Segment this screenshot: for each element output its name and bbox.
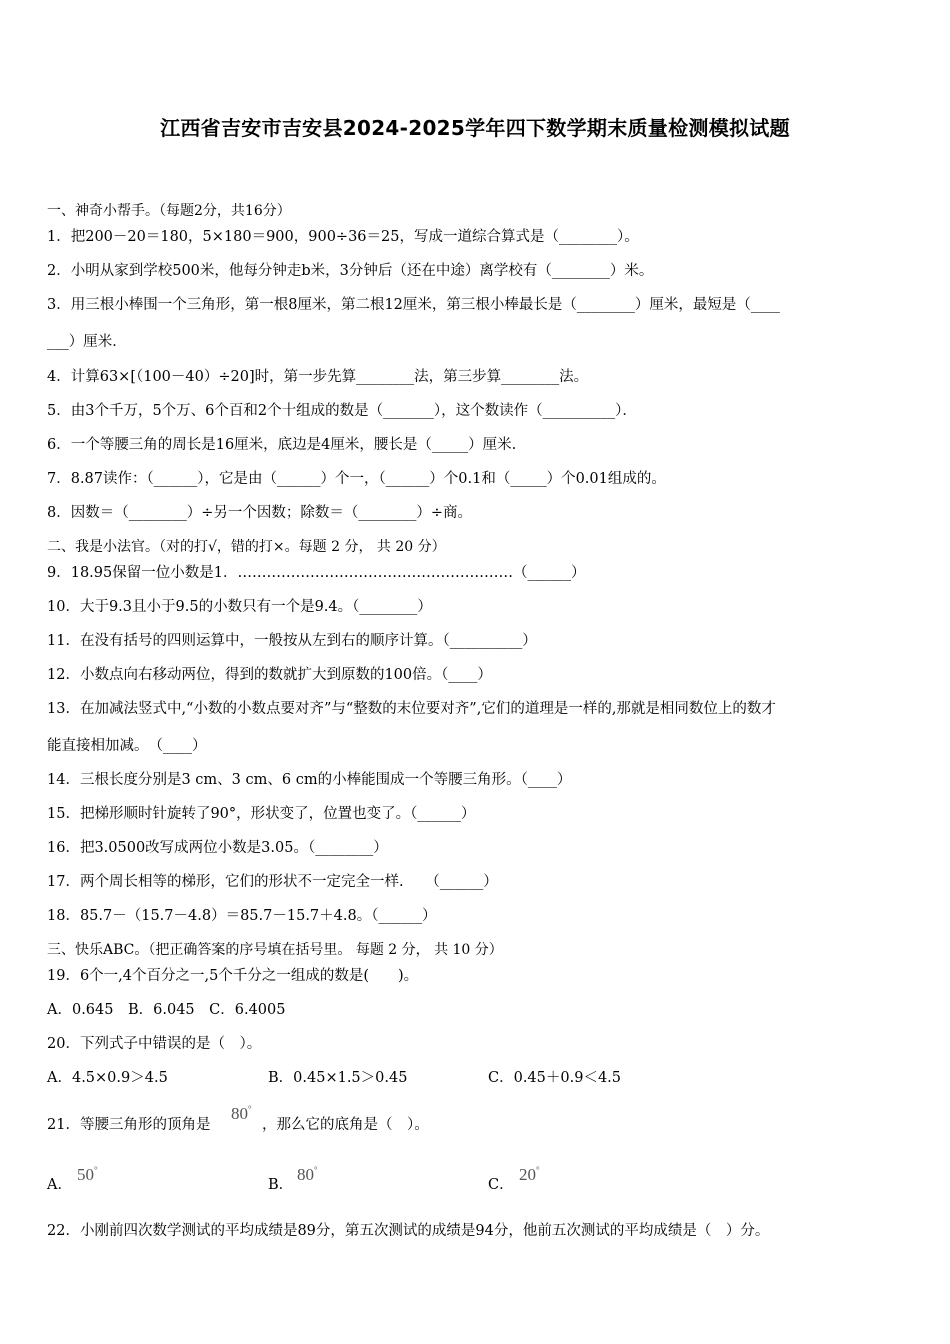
q21-option-c-letter: C． (488, 1177, 514, 1193)
question-2: 2．小明从家到学校500米，他每分钟走b米，3分钟后（还在中途）离学校有（________）米。 (47, 263, 654, 279)
question-22: 22．小刚前四次数学测试的平均成绩是89分，第五次测试的成绩是94分，他前五次测试的平均成绩是（ ）分。 (47, 1223, 770, 1239)
question-3: 3．用三根小棒围一个三角形，第一根8厘米，第二根12厘米，第三根小棒最长是（________）厘米，最短是（____ (47, 297, 780, 313)
question-18: 18．85.7－（15.7－4.8）＝85.7－15.7＋4.8。（______） (47, 908, 437, 924)
q20-option-a: A．4.5×0.9＞4.5 (47, 1070, 168, 1086)
q21-option-a-angle: 50° (77, 1165, 98, 1184)
q21-option-c-angle: 20° (519, 1165, 540, 1184)
question-1: 1．把200－20＝180，5×180＝900，900÷36＝25，写成一道综合算式是（________）。 (47, 229, 639, 245)
question-20: 20．下列式子中错误的是（ ）。 (47, 1036, 262, 1052)
section-1-heading: 一、神奇小帮手。（每题2分，共16分） (47, 203, 291, 219)
section-2-heading: 二、我是小法官。（对的打√，错的打×。每题 2 分， 共 20 分） (47, 539, 446, 555)
question-13: 13．在加减法竖式中,“小数的小数点要对齐”与“整数的末位要对齐”,它们的道理是一样的,那就是相同数位上的数才 (47, 701, 776, 717)
question-17: 17．两个周长相等的梯形，它们的形状不一定完全一样. （______） (47, 874, 498, 890)
page-title: 江西省吉安市吉安县2024-2025学年四下数学期末质量检测模拟试题 (160, 116, 790, 140)
question-19-options: A．0.645 B．6.045 C．6.4005 (47, 1002, 286, 1018)
question-21-text-after: ，那么它的底角是（ ）。 (262, 1117, 429, 1133)
question-7: 7．8.87读作：（______），它是由（______）个一，（______）个0.1和（_____）个0.01组成的。 (47, 471, 666, 487)
question-14: 14．三根长度分别是3 cm、3 cm、6 cm的小棒能围成一个等腰三角形。（____） (47, 772, 572, 788)
question-8: 8．因数＝（________）÷另一个因数；除数＝（________）÷商。 (47, 505, 473, 521)
question-10: 10．大于9.3且小于9.5的小数只有一个是9.4。（________） (47, 599, 432, 615)
q21-option-b-letter: B． (268, 1177, 294, 1193)
q21-option-b-angle: 80° (297, 1165, 318, 1184)
question-12: 12．小数点向右移动两位，得到的数就扩大到原数的100倍。（____） (47, 667, 492, 683)
question-3-continued: ___）厘米． (47, 334, 127, 350)
q21-angle: 80° (231, 1104, 252, 1123)
question-9: 9．18.95保留一位小数是1．…………………………………………………（______） (47, 565, 586, 581)
question-16: 16．把3.0500改写成两位小数是3.05。（________） (47, 840, 388, 856)
question-13-continued: 能直接相加减。 （____） (47, 738, 207, 754)
q20-option-b: B．0.45×1.5＞0.45 (268, 1070, 408, 1086)
q20-option-c: C．0.45＋0.9＜4.5 (488, 1070, 621, 1086)
question-19: 19．6个一,4个百分之一,5个千分之一组成的数是( )。 (47, 968, 419, 984)
question-21-text: 21．等腰三角形的顶角是 (47, 1117, 211, 1133)
question-4: 4．计算63×[（100－40）÷20]时，第一步先算________法，第三步算________法。 (47, 369, 589, 385)
question-5: 5．由3个千万，5个万、6个百和2个十组成的数是（_______），这个数读作（__________）． (47, 403, 637, 419)
question-15: 15．把梯形顺时针旋转了90°，形状变了，位置也变了。（______） (47, 806, 476, 822)
q21-option-a-letter: A． (47, 1177, 72, 1193)
section-3-heading: 三、快乐ABC。（把正确答案的序号填在括号里。 每题 2 分， 共 10 分） (47, 942, 503, 958)
question-11: 11．在没有括号的四则运算中，一般按从左到右的顺序计算。（__________） (47, 633, 537, 649)
question-6: 6．一个等腰三角的周长是16厘米，底边是4厘米，腰长是（_____）厘米. (47, 437, 517, 453)
